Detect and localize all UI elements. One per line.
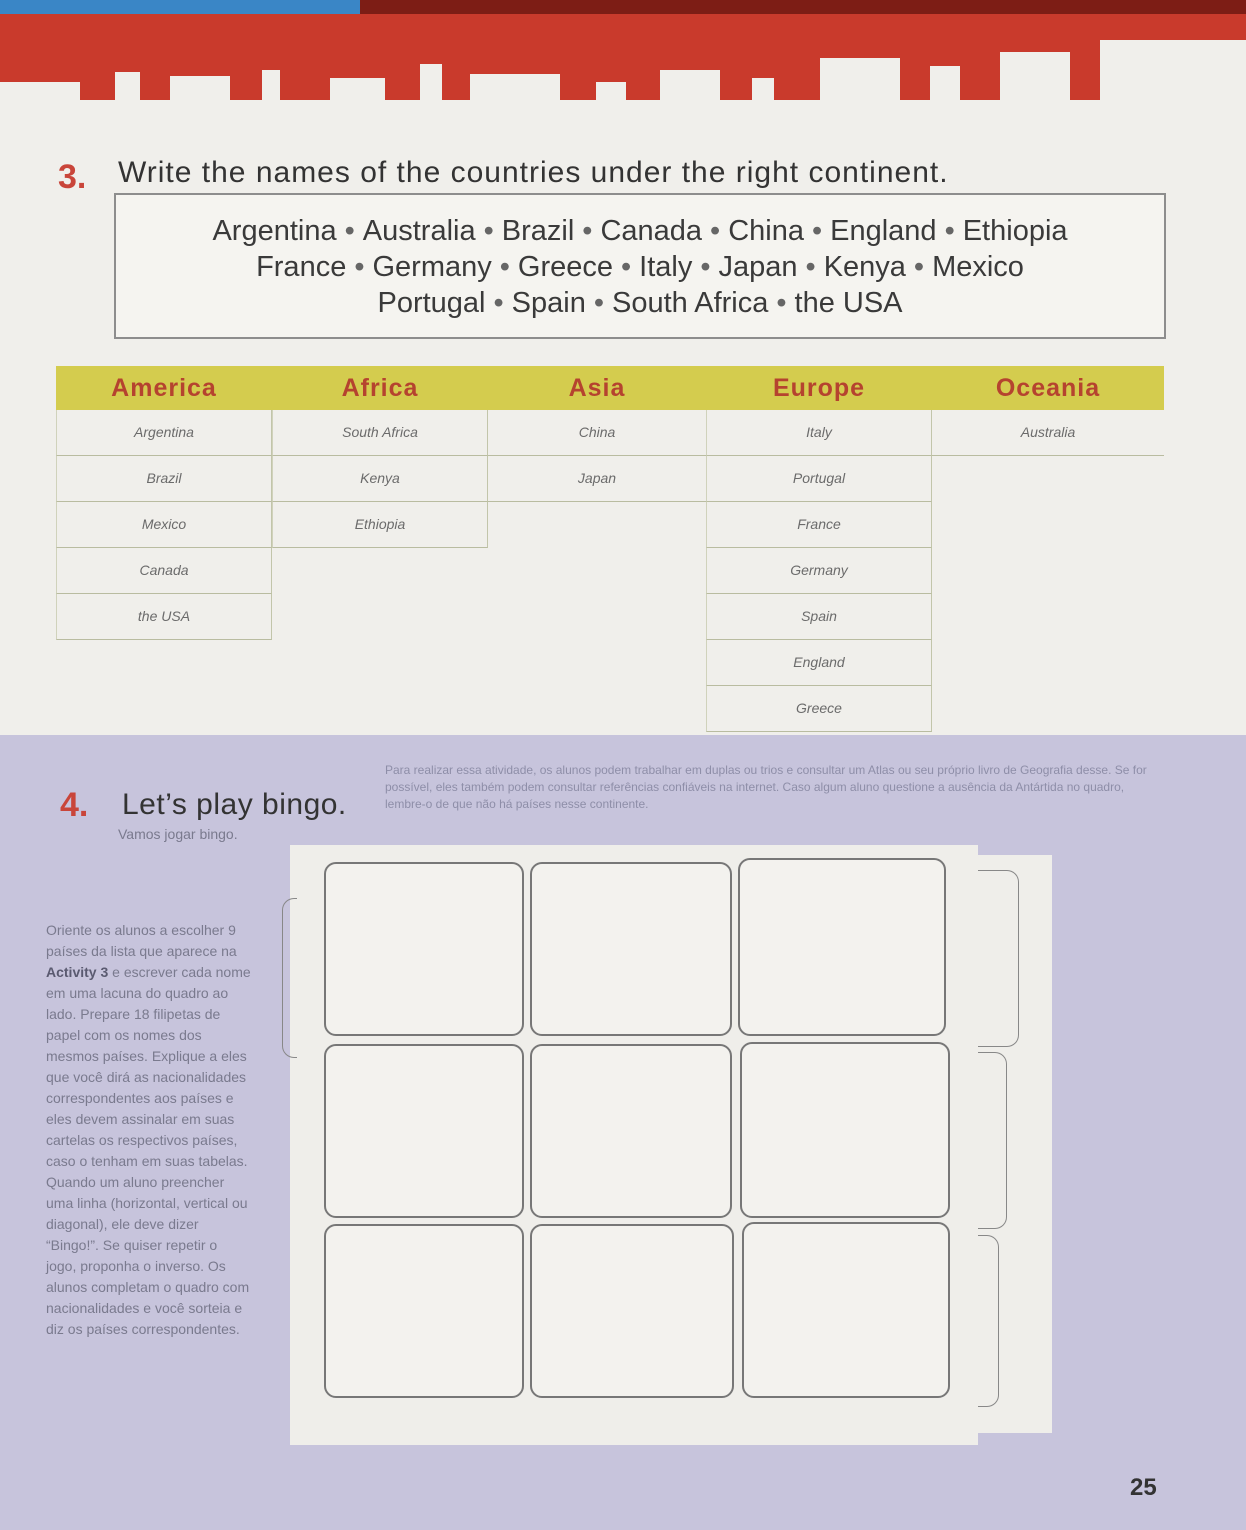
battlement-notch [596, 82, 626, 112]
battlement-notch [262, 70, 280, 112]
exercise-4-subtitle: Vamos jogar bingo. [118, 826, 238, 842]
battlement-notch [0, 82, 80, 112]
battlement-notch [330, 78, 385, 112]
bullet-separator: • [776, 287, 787, 319]
answer-cell[interactable]: France [706, 502, 932, 548]
bullet-separator: • [805, 251, 816, 283]
word-item: South Africa [611, 287, 769, 319]
side-note-text: Oriente os alunos a escolher 9 países da lista que aparece na [46, 922, 237, 959]
battlement-notch [470, 74, 560, 112]
word-bank-line [116, 285, 1164, 321]
answer-cell[interactable]: Portugal [706, 456, 932, 502]
word-item: England [830, 215, 937, 247]
bullet-separator: • [582, 215, 593, 247]
bingo-cell[interactable] [742, 1222, 950, 1398]
word-item: Greece [517, 251, 614, 283]
answer-cell[interactable]: Mexico [56, 502, 272, 548]
word-bank-line [116, 213, 1164, 249]
answer-cell[interactable]: Ethiopia [272, 502, 488, 548]
header-asia: Asia [488, 366, 706, 410]
answer-cell[interactable]: Canada [56, 548, 272, 594]
bingo-cell[interactable] [530, 1224, 734, 1398]
battlement-notch [115, 72, 140, 112]
answer-cell[interactable]: the USA [56, 594, 272, 640]
word-item: Japan [718, 251, 798, 283]
card-edge [282, 898, 297, 1058]
teacher-side-note [46, 920, 251, 1340]
column-america [56, 366, 272, 726]
bullet-separator: • [344, 215, 355, 247]
answer-cell[interactable]: South Africa [272, 410, 488, 456]
word-item: Italy [639, 251, 693, 283]
word-item: Australia [362, 215, 476, 247]
word-item: Mexico [932, 251, 1024, 283]
bullet-separator: • [710, 215, 721, 247]
answer-cell[interactable]: Italy [706, 410, 932, 456]
bullet-separator: • [944, 215, 955, 247]
battlement-notch [820, 58, 900, 112]
word-item: Kenya [823, 251, 906, 283]
column-africa [272, 366, 488, 726]
word-item: Argentina [212, 215, 337, 247]
bingo-cell[interactable] [324, 1044, 524, 1218]
page-number: 25 [1130, 1474, 1157, 1501]
card-edge [978, 1235, 999, 1407]
answer-cell[interactable]: Australia [932, 410, 1164, 456]
answer-cell[interactable]: Argentina [56, 410, 272, 456]
top-maroon-strip [360, 0, 1246, 14]
bullet-separator: • [811, 215, 823, 247]
word-item: Germany [372, 251, 492, 283]
exercise-3-title: Write the names of the countries under the right continent. [118, 156, 949, 189]
side-note-text: e escrever cada nome em uma lacuna do quadro ao lado. Prepare 18 filipetas de papel com os nomes dos mesmos países. Explique a eles que você dirá as nacionalidades correspondentes aos países e eles devem assinalar em suas cartelas os respectivos países, caso o tenham em suas tabelas. Quando um aluno preencher uma linha (horizontal, vertical ou diagonal), ele deve dizer “Bingo!”. Se quiser repetir o jogo, proponha o inverso. Os alunos completam o quadro com nacionalidades e você sorteia e diz os países correspondentes. [46, 964, 251, 1337]
card-edge [978, 1052, 1007, 1229]
exercise-4-number: 4. [60, 786, 89, 824]
header-africa: Africa [272, 366, 488, 410]
bingo-cell[interactable] [530, 1044, 732, 1218]
answer-cell[interactable]: Japan [488, 456, 706, 502]
bullet-separator: • [700, 251, 711, 283]
bullet-separator: • [593, 287, 604, 319]
word-bank-box [114, 193, 1166, 339]
word-bank-line [116, 249, 1164, 285]
bullet-separator: • [621, 251, 632, 283]
card-edge [978, 870, 1019, 1047]
answer-cell[interactable]: Kenya [272, 456, 488, 502]
bingo-cell[interactable] [324, 862, 524, 1036]
word-item: Brazil [501, 215, 575, 247]
top-blue-strip [0, 0, 360, 14]
answer-cell[interactable]: Greece [706, 686, 932, 732]
word-item: Portugal [377, 287, 486, 319]
answer-cell[interactable]: China [488, 410, 706, 456]
word-item: China [728, 215, 804, 247]
word-item: France [256, 251, 347, 283]
bullet-separator: • [913, 251, 925, 283]
side-note-activity-ref: Activity 3 [46, 964, 109, 980]
bingo-cell[interactable] [740, 1042, 950, 1218]
bullet-separator: • [493, 287, 504, 319]
continents-table [56, 366, 1164, 726]
header-europe: Europe [706, 366, 932, 410]
word-item: Ethiopia [962, 215, 1068, 247]
word-item: Spain [511, 287, 586, 319]
bullet-separator: • [499, 251, 510, 283]
answer-cell[interactable]: Germany [706, 548, 932, 594]
answer-cell[interactable]: Brazil [56, 456, 272, 502]
word-item: the USA [794, 287, 903, 319]
answer-cell[interactable]: England [706, 640, 932, 686]
header-oceania: Oceania [932, 366, 1164, 410]
exercise-4-title: Let’s play bingo. [122, 788, 347, 821]
bullet-separator: • [354, 251, 365, 283]
battlement-notch [170, 76, 230, 112]
battlement-notch [752, 78, 774, 112]
bingo-cell[interactable] [324, 1224, 524, 1398]
battlement-notch [1000, 52, 1070, 112]
word-item: Canada [600, 215, 703, 247]
battlement-notch [1100, 40, 1246, 112]
column-asia [488, 366, 706, 726]
teacher-note-top: Para realizar essa atividade, os alunos podem trabalhar em duplas ou trios e consultar um Atlas ou seu próprio livro de Geografia desse. Se for possível, eles também podem consultar referências confiáveis na internet. Caso algum aluno questione a ausência da Antártida no quadro, lembre-o de que não há países nesse continente. [385, 763, 1147, 811]
bingo-cell[interactable] [530, 862, 732, 1036]
battlement-notch [930, 66, 960, 112]
bullet-separator: • [483, 215, 494, 247]
column-europe [706, 366, 932, 726]
column-oceania [932, 366, 1164, 726]
answer-cell[interactable]: Spain [706, 594, 932, 640]
bingo-cell[interactable] [738, 858, 946, 1036]
exercise-3-number: 3. [58, 158, 87, 196]
battlement-notch [660, 70, 720, 112]
header-america: America [56, 366, 272, 410]
battlement-notch [420, 64, 442, 112]
